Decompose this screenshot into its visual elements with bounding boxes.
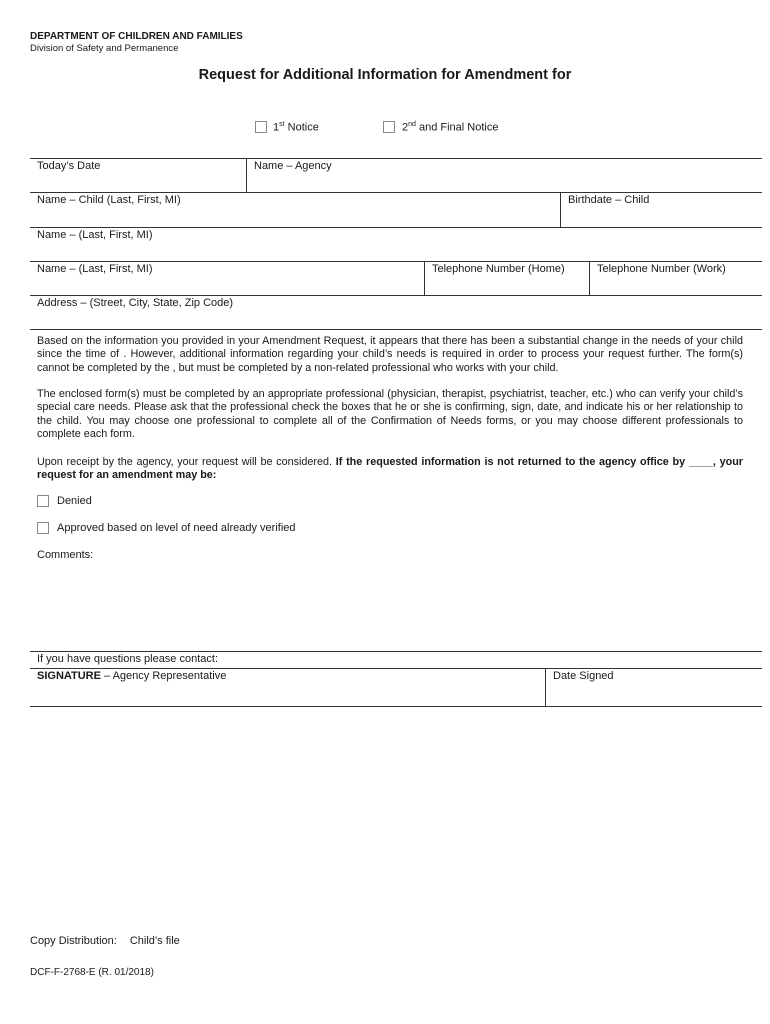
department-name: DEPARTMENT OF CHILDREN AND FAMILIES bbox=[30, 31, 243, 42]
approved-checkbox[interactable] bbox=[37, 522, 49, 534]
grid-divider bbox=[589, 261, 590, 296]
grid-line bbox=[30, 668, 762, 669]
grid-line bbox=[30, 158, 762, 159]
denied-checkbox[interactable] bbox=[37, 495, 49, 507]
first-notice-checkbox[interactable] bbox=[255, 121, 267, 133]
deadline-paragraph: Upon receipt by the agency, your request will be considered. If the requested information is not returned to the agency office by ____, your request for an amendment may be: bbox=[37, 456, 743, 482]
final-notice-checkbox[interactable] bbox=[383, 121, 395, 133]
grid-divider bbox=[545, 668, 546, 706]
grid-line bbox=[30, 295, 762, 296]
form-number: DCF-F-2768-E (R. 01/2018) bbox=[30, 967, 154, 978]
grid-divider bbox=[560, 192, 561, 227]
grid-divider bbox=[246, 158, 247, 192]
instructions-paragraph: The enclosed form(s) must be completed by an appropriate professional (physician, therapist, psychiatrist, teacher, etc.) who can verify your child’s special care needs. Please ask that the professional check the boxes that he or she is confirming, sign, date, and indicate his or her relationship to the child. You may choose one professional to complete all of the Confirmation of Needs forms, or you may choose different professionals to complete each form. bbox=[37, 388, 743, 440]
child-birthdate-field[interactable]: Birthdate – Child bbox=[568, 194, 650, 206]
grid-line bbox=[30, 329, 762, 330]
comments-label: Comments: bbox=[37, 549, 94, 561]
grid-line bbox=[30, 706, 762, 707]
date-signed-field[interactable]: Date Signed bbox=[553, 670, 614, 682]
first-notice-label: 1st Notice bbox=[273, 121, 319, 134]
work-phone-field[interactable]: Telephone Number (Work) bbox=[597, 263, 726, 275]
child-name-field[interactable]: Name – Child (Last, First, MI) bbox=[37, 194, 181, 206]
agency-name-field[interactable]: Name – Agency bbox=[254, 160, 332, 172]
grid-line bbox=[30, 651, 762, 652]
todays-date-field[interactable]: Today’s Date bbox=[37, 160, 101, 172]
grid-line bbox=[30, 227, 762, 228]
grid-divider bbox=[424, 261, 425, 296]
grid-line bbox=[30, 261, 762, 262]
final-notice-label: 2nd and Final Notice bbox=[402, 121, 499, 134]
copy-distribution: Copy Distribution: Child’s file bbox=[30, 935, 180, 947]
signature-field[interactable]: SIGNATURE – Agency Representative bbox=[37, 670, 227, 682]
address-field[interactable]: Address – (Street, City, State, Zip Code) bbox=[37, 297, 234, 309]
page-title: Request for Additional Information for Amendment for bbox=[198, 67, 572, 83]
name-field[interactable]: Name – (Last, First, MI) bbox=[37, 229, 153, 241]
comments-area[interactable] bbox=[37, 565, 743, 645]
division-name: Division of Safety and Permanence bbox=[30, 43, 179, 54]
home-phone-field[interactable]: Telephone Number (Home) bbox=[432, 263, 565, 275]
info-paragraph: Based on the information you provided in your Amendment Request, it appears that there has been a substantial change in the needs of your child since the time of . However, additional information regarding your child’s needs is required in order to process your request further. The form(s) cannot be completed by the , but must be completed by a non-related professional who works with your child. bbox=[37, 335, 743, 374]
approved-label: Approved based on level of need already verified bbox=[57, 522, 296, 534]
denied-label: Denied bbox=[57, 495, 92, 507]
grid-line bbox=[30, 192, 762, 193]
name-field[interactable]: Name – (Last, First, MI) bbox=[37, 263, 153, 275]
contact-label: If you have questions please contact: bbox=[37, 653, 219, 665]
